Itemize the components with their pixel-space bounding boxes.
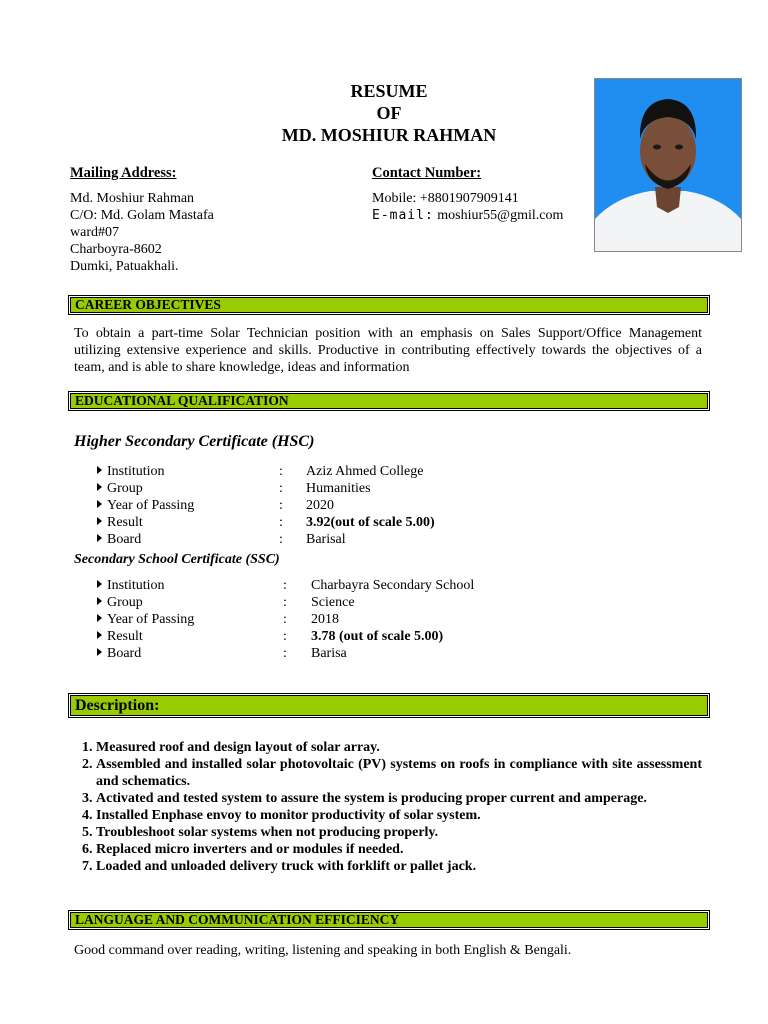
table-row bbox=[97, 611, 474, 628]
row-value: 3.92(out of scale 5.00) bbox=[306, 515, 435, 530]
table-row bbox=[97, 463, 435, 480]
mobile-number: Mobile: +8801907909141 bbox=[372, 191, 519, 206]
caret-right-icon bbox=[97, 483, 102, 491]
row-label: Group bbox=[107, 481, 143, 496]
education-heading: EDUCATIONAL QUALIFICATION bbox=[68, 391, 710, 411]
row-value: Barisa bbox=[311, 646, 347, 661]
list-item: 7. Loaded and unloaded delivery truck with forklift or pallet jack. bbox=[96, 858, 702, 875]
candidate-name: MD. MOSHIUR RAHMAN bbox=[281, 125, 497, 145]
row-label: Year of Passing bbox=[107, 498, 195, 513]
table-row bbox=[97, 480, 435, 497]
table-row bbox=[97, 514, 435, 531]
row-colon: : bbox=[283, 646, 287, 661]
resume-of: OF bbox=[376, 103, 402, 123]
list-item: 5. Troubleshoot solar systems when not producing properly. bbox=[96, 824, 702, 841]
table-row bbox=[97, 531, 435, 548]
row-value: Humanities bbox=[306, 481, 371, 496]
row-label: Institution bbox=[107, 578, 165, 593]
row-value: Science bbox=[311, 595, 355, 610]
row-colon: : bbox=[279, 498, 283, 513]
list-item: 4. Installed Enphase envoy to monitor productivity of solar system. bbox=[96, 807, 702, 824]
address-line: ward#07 bbox=[70, 225, 119, 240]
profile-photo bbox=[594, 78, 742, 252]
row-colon: : bbox=[283, 629, 287, 644]
list-item: 1. Measured roof and design layout of solar array. bbox=[96, 739, 702, 756]
email-label: E-mail: bbox=[372, 208, 434, 223]
caret-right-icon bbox=[97, 580, 102, 588]
caret-right-icon bbox=[97, 631, 102, 639]
row-value: Charbayra Secondary School bbox=[311, 578, 475, 593]
row-label: Result bbox=[107, 515, 143, 530]
row-colon: : bbox=[279, 464, 283, 479]
list-item: 6. Replaced micro inverters and or modules if needed. bbox=[96, 841, 702, 858]
row-colon: : bbox=[283, 578, 287, 593]
hsc-table bbox=[97, 463, 435, 548]
row-label: Institution bbox=[107, 464, 165, 479]
table-row bbox=[97, 497, 435, 514]
mailing-address-block bbox=[70, 190, 214, 275]
hsc-title: Higher Secondary Certificate (HSC) bbox=[74, 433, 315, 450]
caret-right-icon bbox=[97, 597, 102, 605]
row-value: 2018 bbox=[311, 612, 339, 627]
caret-right-icon bbox=[97, 500, 102, 508]
table-row bbox=[97, 628, 474, 645]
resume-title: RESUME bbox=[350, 81, 428, 101]
list-item: 3. Activated and tested system to assure the system is producing proper current and amperage. bbox=[96, 790, 702, 807]
description-list bbox=[71, 739, 702, 875]
row-colon: : bbox=[279, 515, 283, 530]
address-line: C/O: Md. Golam Mastafa bbox=[70, 208, 214, 223]
career-objectives-heading: CAREER OBJECTIVES bbox=[68, 295, 710, 315]
language-heading: LANGUAGE AND COMMUNICATION EFFICIENCY bbox=[68, 910, 710, 930]
ssc-title: Secondary School Certificate (SSC) bbox=[74, 552, 280, 567]
career-objectives-text: To obtain a part-time Solar Technician position with an emphasis on Sales Support/Office Management utilizing extensive experience and skills. Productive in contributing effectively towards the objectives of a team, and is able to share knowledge, ideas and information bbox=[74, 326, 702, 375]
row-label: Board bbox=[107, 646, 142, 661]
row-colon: : bbox=[279, 481, 283, 496]
mailing-address-label: Mailing Address: bbox=[70, 165, 177, 181]
table-row bbox=[97, 577, 474, 594]
row-colon: : bbox=[283, 595, 287, 610]
caret-right-icon bbox=[97, 534, 102, 542]
caret-right-icon bbox=[97, 466, 102, 474]
email-address: moshiur55@gmil.com bbox=[437, 208, 564, 223]
person-portrait-icon bbox=[595, 79, 741, 251]
row-value: 3.78 (out of scale 5.00) bbox=[311, 629, 444, 644]
address-line: Dumki, Patuakhali. bbox=[70, 259, 179, 274]
row-label: Year of Passing bbox=[107, 612, 195, 627]
address-line: Md. Moshiur Rahman bbox=[70, 191, 195, 206]
contact-number-label: Contact Number: bbox=[372, 165, 482, 181]
row-label: Result bbox=[107, 629, 143, 644]
row-colon: : bbox=[279, 532, 283, 547]
row-value: Aziz Ahmed College bbox=[306, 464, 424, 479]
table-row bbox=[97, 645, 474, 662]
table-row bbox=[97, 594, 474, 611]
email-line bbox=[372, 207, 563, 224]
caret-right-icon bbox=[97, 614, 102, 622]
ssc-table bbox=[97, 577, 474, 662]
row-label: Group bbox=[107, 595, 143, 610]
row-colon: : bbox=[283, 612, 287, 627]
caret-right-icon bbox=[97, 648, 102, 656]
caret-right-icon bbox=[97, 517, 102, 525]
row-value: Barisal bbox=[306, 532, 346, 547]
row-value: 2020 bbox=[306, 498, 334, 513]
list-item: 2. Assembled and installed solar photovoltaic (PV) systems on roofs in compliance with site assessment and schematics. bbox=[96, 756, 702, 790]
description-heading: Description: bbox=[68, 693, 710, 718]
address-line: Charboyra-8602 bbox=[70, 242, 162, 257]
language-text: Good command over reading, writing, listening and speaking in both English & Bengali. bbox=[74, 943, 572, 958]
row-label: Board bbox=[107, 532, 142, 547]
